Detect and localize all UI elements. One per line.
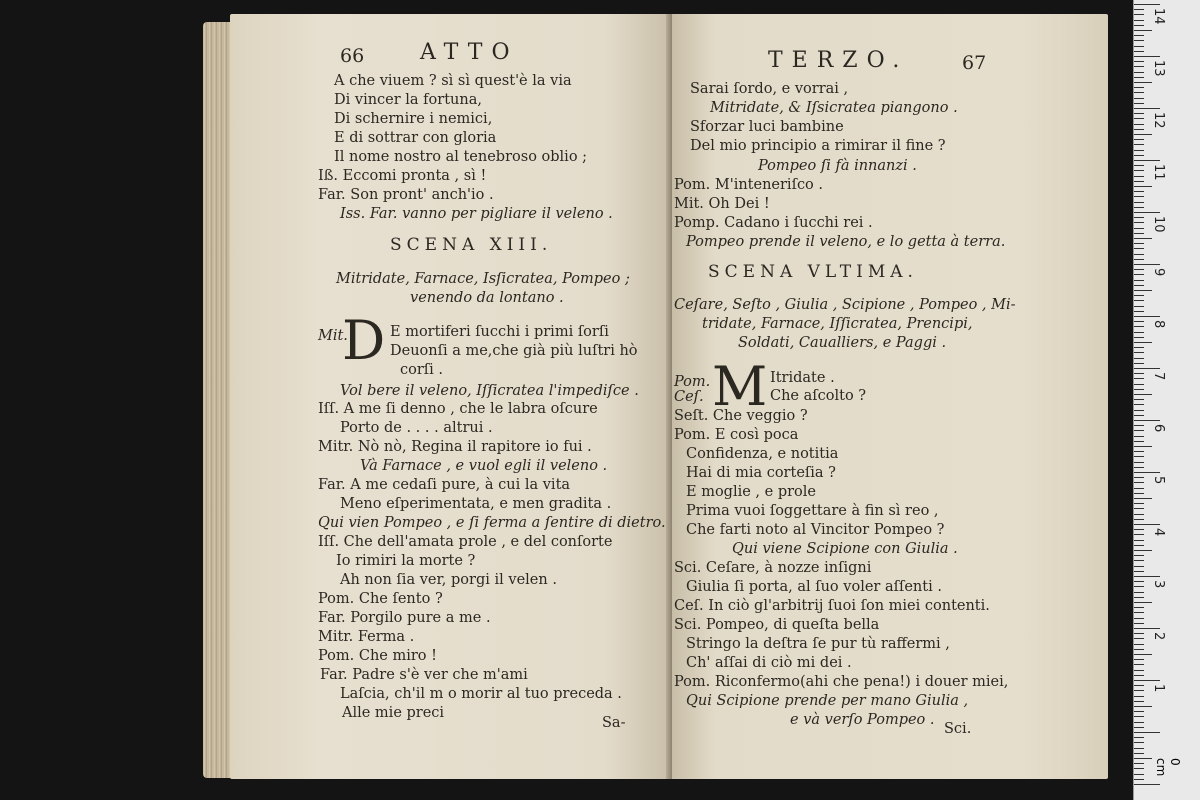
stage-direction: e và verſo Pompeo . (790, 712, 935, 728)
ruler-tick (1134, 243, 1144, 244)
ruler-tick (1134, 285, 1144, 286)
ruler-tick (1134, 40, 1144, 41)
speaker-label: Pom. (674, 374, 711, 390)
ruler-tick (1134, 170, 1144, 171)
drop-cap: M (712, 355, 768, 418)
text-line: Ch' aſſai di ciò mi dei . (686, 655, 852, 671)
ruler-tick (1134, 181, 1144, 182)
ruler-tick (1134, 332, 1144, 333)
ruler-tick (1134, 633, 1144, 634)
ruler-tick (1134, 165, 1144, 166)
stage-direction: Pompeo prende il veleno, e lo getta à terra. (686, 234, 1006, 250)
ruler-tick (1134, 389, 1144, 390)
stage-direction: Vol bere il veleno, Iſſicratea l'impediſce . (340, 383, 639, 399)
ruler-tick (1134, 306, 1144, 307)
text-line: Giulia ſi porta, al ſuo voler aſſenti . (686, 579, 942, 595)
ruler-tick (1134, 384, 1144, 385)
right-running-head: TERZO. (768, 48, 909, 73)
ruler-tick (1134, 103, 1144, 104)
ruler-tick (1134, 222, 1144, 223)
stage-direction: Và Farnace , e vuol egli il veleno . (360, 458, 608, 474)
ruler-tick (1134, 290, 1152, 291)
text-line: Sci. Pompeo, di queſta bella (674, 617, 880, 633)
ruler-tick (1134, 711, 1144, 712)
ruler-tick (1134, 436, 1144, 437)
ruler-tick (1134, 732, 1160, 733)
ruler-tick (1134, 14, 1144, 15)
ruler-tick (1134, 654, 1152, 655)
ruler-tick (1134, 363, 1144, 364)
ruler-tick (1134, 144, 1144, 145)
ruler-tick (1134, 696, 1144, 697)
ruler-tick (1134, 534, 1144, 535)
ruler-tick (1134, 342, 1152, 343)
stage-direction: Mitridate, & Iſsicratea piangono . (710, 100, 958, 116)
scene-cast: venendo da lontano . (410, 290, 564, 306)
text-line: Itridate . (770, 370, 835, 386)
ruler-tick (1134, 269, 1144, 270)
ruler-tick (1134, 628, 1160, 629)
ruler-tick (1134, 529, 1144, 530)
ruler-tick (1134, 118, 1144, 119)
ruler-tick (1134, 129, 1144, 130)
ruler-tick (1134, 347, 1144, 348)
ruler-tick (1134, 644, 1144, 645)
text-line: Sci. Ceſare, à nozze inſigni (674, 560, 872, 576)
text-line: Ceſ. In ciò gl'arbitrij ſuoi ſon miei contenti. (674, 598, 990, 614)
ruler-tick (1134, 576, 1160, 577)
ruler-tick (1134, 202, 1144, 203)
right-page-number: 67 (962, 52, 987, 74)
ruler-tick (1134, 758, 1152, 759)
stage-direction: Pompeo ſi fà innanzi . (758, 158, 917, 174)
ruler-tick (1134, 649, 1144, 650)
ruler-tick (1134, 35, 1144, 36)
ruler-tick (1134, 524, 1160, 525)
ruler-number: 10 (1151, 216, 1166, 233)
text-line: Far. Son pront' anch'io . (318, 187, 494, 203)
ruler-tick (1134, 550, 1152, 551)
ruler-tick (1134, 675, 1144, 676)
ruler-tick (1134, 566, 1144, 567)
text-line: Pom. M'inteneriſco . (674, 177, 824, 193)
ruler-tick (1134, 586, 1144, 587)
ruler-tick (1134, 618, 1144, 619)
scene-cast: Soldati, Caualliers, e Paggi . (738, 335, 947, 351)
ruler-tick (1134, 9, 1144, 10)
ruler-tick (1134, 337, 1144, 338)
ruler-tick (1134, 295, 1144, 296)
speaker-label: Ceſ. (674, 389, 704, 405)
ruler-tick (1134, 92, 1144, 93)
text-line: corſi . (400, 362, 444, 378)
ruler-tick (1134, 321, 1144, 322)
text-line: E di sottrar con gloria (334, 130, 497, 146)
ruler-tick (1134, 238, 1152, 239)
ruler-tick (1134, 108, 1160, 109)
scene-cast: tridate, Farnace, Iſſicratea, Prencipi, (702, 316, 973, 332)
ruler-tick (1134, 779, 1144, 780)
ruler-tick (1134, 191, 1144, 192)
ruler-number: 8 (1151, 320, 1166, 329)
ruler-tick (1134, 670, 1144, 671)
ruler-tick (1134, 368, 1160, 369)
ruler-tick (1134, 446, 1152, 447)
ruler-tick (1134, 493, 1144, 494)
ruler-tick (1134, 685, 1144, 686)
stage-direction: Qui vien Pompeo , e ſi ferma a ſentire di dietro. (318, 515, 666, 531)
ruler-tick (1134, 150, 1144, 151)
ruler-number: 9 (1151, 268, 1166, 277)
text-line: Deuonſi a me,che già più luſtri hò (390, 343, 638, 359)
text-line: Pomp. Cadano i ſucchi rei . (674, 215, 873, 231)
ruler-tick (1134, 77, 1144, 78)
catchword: Sa- (602, 715, 626, 731)
ruler-tick (1134, 753, 1144, 754)
ruler-number: 3 (1151, 580, 1166, 589)
left-page (230, 14, 670, 779)
text-line: Pom. E così poca (674, 427, 799, 443)
ruler-tick (1134, 56, 1160, 57)
ruler-tick (1134, 326, 1144, 327)
text-line: Di vincer la fortuna, (334, 92, 482, 108)
text-line: Mitr. Ferma . (318, 629, 415, 645)
ruler-tick (1134, 508, 1144, 509)
ruler-tick (1134, 680, 1160, 681)
ruler-tick (1134, 540, 1144, 541)
text-line: Iſſ. Che dell'amata prole , e del conſorte (318, 534, 613, 550)
stage-direction: Qui viene Scipione con Giulia . (732, 541, 958, 557)
ruler-number: 14 (1151, 8, 1166, 25)
ruler-tick (1134, 228, 1144, 229)
text-line: Prima vuoi ſoggettare à fin sì reo , (686, 503, 939, 519)
ruler-tick (1134, 264, 1160, 265)
ruler-tick (1134, 410, 1144, 411)
ruler-tick (1134, 597, 1144, 598)
ruler-tick (1134, 425, 1144, 426)
ruler-tick (1134, 207, 1144, 208)
ruler-tick (1134, 394, 1152, 395)
scene-title: SCENA VLTIMA. (708, 262, 918, 282)
ruler-tick (1134, 748, 1144, 749)
ruler-tick (1134, 477, 1144, 478)
ruler-tick (1134, 763, 1144, 764)
ruler-tick (1134, 4, 1160, 5)
text-line: Che farti noto al Vincitor Pompeo ? (686, 522, 945, 538)
ruler-tick (1134, 254, 1144, 255)
scene-title: SCENA XIII. (390, 235, 553, 255)
ruler-tick (1134, 160, 1160, 161)
ruler-number: 4 (1151, 528, 1166, 537)
text-line: Far. A me cedaſi pure, à cui la vita (318, 477, 571, 493)
ruler-number: 1 (1151, 684, 1166, 693)
ruler-tick (1134, 722, 1144, 723)
ruler-tick (1134, 274, 1144, 275)
text-line: Iß. Eccomi pronta , sì ! (318, 168, 487, 184)
ruler-tick (1134, 519, 1144, 520)
ruler-tick (1134, 607, 1144, 608)
text-line: Porto de . . . . altrui . (340, 420, 493, 436)
ruler-tick (1134, 186, 1152, 187)
text-line: Seſt. Che veggio ? (674, 408, 808, 424)
text-line: Che aſcolto ? (770, 388, 867, 404)
ruler-tick (1134, 25, 1144, 26)
ruler-tick (1134, 248, 1144, 249)
speaker-label: Mit. (318, 328, 348, 344)
ruler-tick (1134, 498, 1152, 499)
ruler-tick (1134, 217, 1144, 218)
ruler-tick (1134, 592, 1144, 593)
ruler-tick (1134, 701, 1144, 702)
ruler-tick (1134, 399, 1144, 400)
scene-cast: Ceſare, Seſto , Giulia , Scipione , Pompeo , Mi- (674, 297, 1016, 313)
ruler-number: 13 (1151, 60, 1166, 77)
ruler-tick (1134, 472, 1160, 473)
ruler-tick (1134, 482, 1144, 483)
ruler-tick (1134, 462, 1144, 463)
ruler-tick (1134, 311, 1144, 312)
text-line: Far. Porgilo pure a me . (318, 610, 491, 626)
ruler-tick (1134, 571, 1144, 572)
left-page-number: 66 (340, 45, 365, 67)
text-line: Ah non ſia ver, porgi il velen . (340, 572, 557, 588)
text-line: Sforzar luci bambine (690, 119, 844, 135)
ruler-tick (1134, 82, 1152, 83)
text-line: Sarai ſordo, e vorrai , (690, 81, 849, 97)
text-line: E moglie , e prole (686, 484, 816, 500)
text-line: E mortiferi ſucchi i primi ſorſi (390, 324, 609, 340)
ruler-tick (1134, 259, 1144, 260)
ruler-number: 6 (1151, 424, 1166, 433)
ruler-number: 5 (1151, 476, 1166, 485)
ruler-tick (1134, 742, 1144, 743)
ruler-tick (1134, 690, 1144, 691)
ruler-tick (1134, 784, 1160, 785)
ruler-tick (1134, 456, 1144, 457)
ruler-tick (1134, 139, 1144, 140)
ruler-tick (1134, 46, 1144, 47)
ruler-number: 2 (1151, 632, 1166, 641)
text-line: Pom. Che miro ! (318, 648, 437, 664)
ruler-tick (1134, 124, 1144, 125)
ruler-tick (1134, 555, 1144, 556)
ruler-tick (1134, 545, 1144, 546)
ruler-tick (1134, 659, 1144, 660)
ruler-number: 12 (1151, 112, 1166, 129)
ruler-tick (1134, 66, 1144, 67)
text-line: Mit. Oh Dei ! (674, 196, 770, 212)
text-line: Stringo la deſtra ſe pur tù raffermi , (686, 636, 950, 652)
ruler-number: 11 (1151, 164, 1166, 181)
ruler-tick (1134, 196, 1144, 197)
right-page (672, 14, 1108, 779)
stage-direction: Qui Scipione prende per mano Giulia , (686, 693, 969, 709)
ruler-tick (1134, 706, 1152, 707)
ruler-tick (1134, 155, 1144, 156)
ruler-tick (1134, 87, 1144, 88)
ruler-tick (1134, 20, 1144, 21)
ruler-tick (1134, 352, 1144, 353)
ruler-tick (1134, 176, 1144, 177)
text-line: Iſſ. A me ſi denno , che le labra oſcure (318, 401, 598, 417)
text-line: Pom. Che ſento ? (318, 591, 443, 607)
ruler-tick (1134, 441, 1144, 442)
text-line: Del mio principio a rimirar il fine ? (690, 138, 946, 154)
drop-cap: D (342, 309, 386, 372)
text-line: Confidenza, e notitia (686, 446, 839, 462)
stage-direction: Iss. Far. vanno per pigliare il veleno . (340, 206, 613, 222)
ruler-tick (1134, 316, 1160, 317)
ruler-unit: 0 cm (1154, 758, 1182, 777)
ruler-tick (1134, 623, 1144, 624)
ruler-tick (1134, 602, 1152, 603)
ruler-tick (1134, 233, 1144, 234)
text-line: A che viuem ? sì sì quest'è la via (334, 73, 572, 89)
ruler-tick (1134, 638, 1144, 639)
ruler-tick (1134, 358, 1144, 359)
ruler-tick (1134, 300, 1144, 301)
ruler-tick (1134, 451, 1144, 452)
scene-cast: Mitridate, Farnace, Isſicratea, Pompeo ; (336, 271, 630, 287)
text-line: Meno eſperimentata, e men gradita . (340, 496, 612, 512)
text-line: Pom. Riconfermo(ahi che pena!) i douer miei, (674, 674, 1009, 690)
text-line: Il nome nostro al tenebroso oblio ; (334, 149, 588, 165)
ruler-tick (1134, 51, 1144, 52)
text-line: Mitr. Nò nò, Regina il rapitore io fui . (318, 439, 592, 455)
ruler-tick (1134, 61, 1144, 62)
text-line: Hai di mia corteſia ? (686, 465, 836, 481)
ruler-tick (1134, 664, 1144, 665)
text-line: Io rimiri la morte ? (336, 553, 476, 569)
ruler-tick (1134, 581, 1144, 582)
ruler-tick (1134, 488, 1144, 489)
ruler-tick (1134, 737, 1144, 738)
ruler-tick (1134, 420, 1160, 421)
ruler-tick (1134, 378, 1144, 379)
ruler-tick (1134, 514, 1144, 515)
ruler-tick (1134, 404, 1144, 405)
ruler-tick (1134, 30, 1152, 31)
ruler-tick (1134, 503, 1144, 504)
ruler-tick (1134, 716, 1144, 717)
ruler-tick (1134, 113, 1144, 114)
text-line: Far. Padre s'è ver che m'ami (320, 667, 528, 683)
ruler-tick (1134, 768, 1144, 769)
ruler-tick (1134, 72, 1144, 73)
ruler-tick (1134, 467, 1144, 468)
ruler-tick (1134, 430, 1144, 431)
measurement-ruler (1133, 0, 1200, 800)
ruler-tick (1134, 134, 1152, 135)
text-line: Laſcia, ch'il m o morir al tuo preceda . (340, 686, 622, 702)
ruler-tick (1134, 280, 1144, 281)
ruler-tick (1134, 774, 1144, 775)
catchword: Sci. (944, 721, 972, 737)
ruler-tick (1134, 415, 1144, 416)
ruler-number: 7 (1151, 372, 1166, 381)
ruler-tick (1134, 560, 1144, 561)
text-line: Di schernire i nemici, (334, 111, 493, 127)
ruler-tick (1134, 212, 1160, 213)
ruler-tick (1134, 612, 1144, 613)
ruler-tick (1134, 373, 1144, 374)
left-running-head: ATTO (420, 40, 519, 65)
ruler-tick (1134, 98, 1144, 99)
ruler-tick (1134, 727, 1144, 728)
text-line: Alle mie preci (342, 705, 445, 721)
